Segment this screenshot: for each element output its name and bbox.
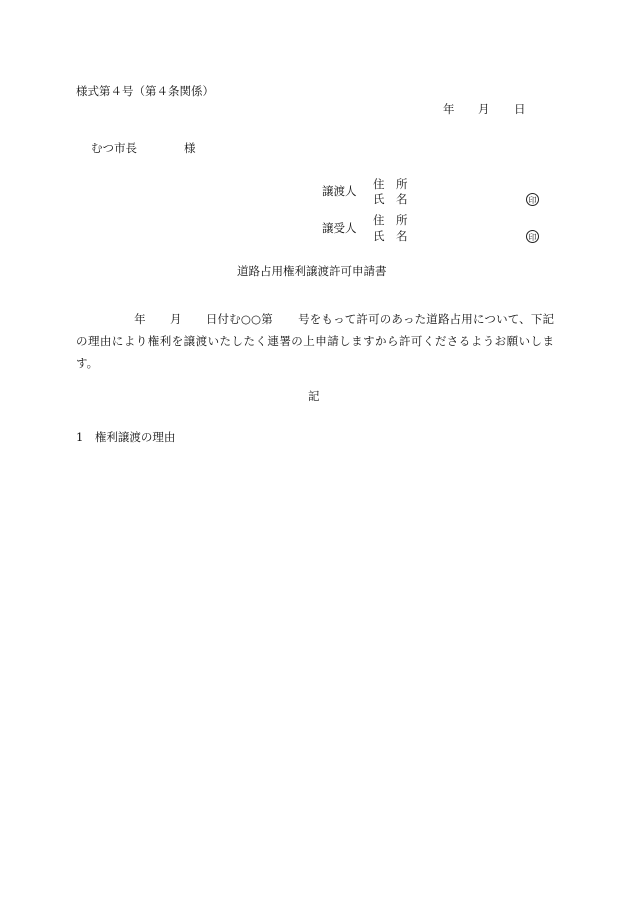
date-year: 年 bbox=[443, 102, 455, 116]
form-number: 様式第４号（第４条関係） bbox=[76, 84, 214, 98]
body-month: 月 bbox=[169, 312, 182, 326]
addressee-honorific: 様 bbox=[184, 141, 196, 155]
transferee-label: 譲受人 bbox=[322, 221, 357, 235]
date-month: 月 bbox=[478, 102, 490, 116]
body-text: 号をもって許可のあった道路占用について、下記の理由により権利を譲渡いたしたく連署の上申請しますから許可くださるようお願いします。 bbox=[76, 312, 555, 370]
transferee-address-label: 住 所 bbox=[373, 213, 408, 227]
transferor-name-label: 氏 名 bbox=[373, 192, 408, 206]
date-day: 日 bbox=[514, 102, 526, 116]
transferor-seal-icon: 印 bbox=[526, 193, 539, 206]
document-title: 道路占用権利譲渡許可申請書 bbox=[237, 264, 387, 278]
transferor-address-label: 住 所 bbox=[373, 177, 408, 191]
transferee-seal-icon: 印 bbox=[526, 230, 539, 243]
transferee-name-label: 氏 名 bbox=[373, 229, 408, 243]
body-date-ref: 日付む○○第 bbox=[205, 312, 273, 326]
addressee-name: むつ市長 bbox=[91, 141, 137, 155]
body-year: 年 bbox=[134, 312, 146, 326]
item-1: 1 権利譲渡の理由 bbox=[76, 430, 176, 444]
transferor-label: 譲渡人 bbox=[322, 184, 357, 198]
application-body bbox=[76, 308, 554, 374]
ki-heading: 記 bbox=[308, 389, 320, 403]
